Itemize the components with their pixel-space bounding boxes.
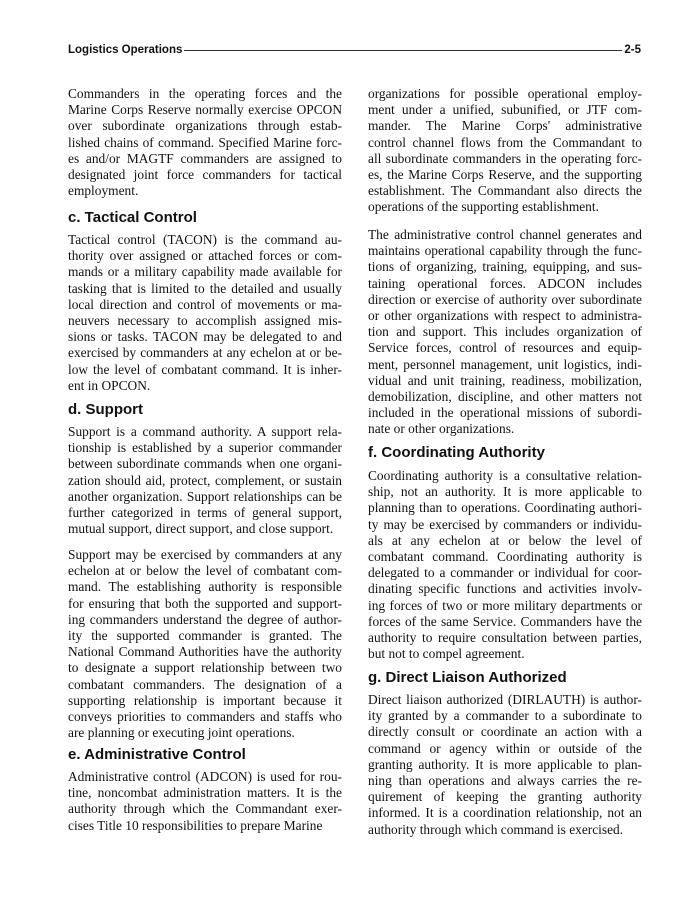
text-line: control channel flows from the Commandant to bbox=[368, 134, 642, 150]
paragraph bbox=[68, 424, 342, 537]
text-line: tionship is established by a superior commander bbox=[68, 440, 342, 456]
text-line: granting authority. It is more applicable to plan- bbox=[368, 756, 642, 772]
paragraph bbox=[368, 86, 642, 216]
text-line: taining operational forces. ADCON includes bbox=[368, 275, 642, 291]
text-line: es, the Marine Corps Reserve, and the supporting bbox=[368, 166, 642, 182]
text-line: but not to compel agreement. bbox=[368, 646, 525, 662]
section-heading-tactical-control: c. Tactical Control bbox=[68, 209, 197, 226]
text-line: es and/or MAGTF commanders are assigned to bbox=[68, 150, 342, 166]
text-line: local direction and control of movements or ma- bbox=[68, 296, 342, 312]
paragraph bbox=[68, 769, 342, 834]
text-line: Tactical control (TACON) is the command au- bbox=[68, 232, 342, 247]
text-line: another organization. Support relationships can be bbox=[68, 488, 342, 504]
section-heading-administrative-control: e. Administrative Control bbox=[68, 746, 246, 763]
text-line: Administrative control (ADCON) is used for rou- bbox=[68, 769, 342, 784]
text-line: operations of the supporting establishment. bbox=[368, 199, 599, 215]
text-line: nate or other organizations. bbox=[368, 421, 515, 437]
running-header bbox=[68, 42, 641, 58]
text-line: authority through which command is exercised. bbox=[368, 821, 624, 837]
text-line: Marine Corps Reserve normally exercise OPCON bbox=[68, 102, 342, 118]
text-line: to designate a support relationship between two bbox=[68, 660, 342, 676]
page-number: 2-5 bbox=[624, 44, 641, 56]
paragraph bbox=[368, 468, 642, 662]
text-line: echelon at or below the level of combatant com- bbox=[68, 563, 342, 579]
text-line: tine, noncombat administration matters. It is the bbox=[68, 785, 342, 801]
text-line: are planning or executing joint operations. bbox=[68, 725, 295, 741]
text-line: ing forces of two or more military departments or bbox=[368, 597, 642, 613]
text-line: Service forces, control of resources and equip- bbox=[368, 340, 642, 356]
text-line: low the level of combatant command. It is inher- bbox=[68, 361, 342, 377]
text-line: exercised by commanders at any echelon at or be- bbox=[68, 345, 342, 361]
text-line: ship, not an authority. It is more applicable to bbox=[368, 484, 642, 500]
text-line: employment. bbox=[68, 183, 139, 199]
text-line: or other organizations with respect to administra- bbox=[368, 307, 642, 323]
section-heading-support: d. Support bbox=[68, 401, 143, 418]
text-line: combatant command. Coordinating authority is bbox=[368, 548, 642, 564]
text-line: all subordinate commanders in the operating forc- bbox=[368, 150, 642, 166]
text-line: demobilization, discipline, and other matters not bbox=[368, 388, 642, 404]
text-line: directly consult or coordinate an action with a bbox=[368, 724, 642, 740]
text-line: dinating specific functions and activities involv- bbox=[368, 581, 642, 597]
text-line: ity granted by a commander to a subordinate to bbox=[368, 708, 642, 724]
text-line: authority to require consultation between parties, bbox=[368, 629, 642, 645]
text-line: neuvers necessary to accomplish assigned mis- bbox=[68, 312, 342, 328]
text-line: quirement of keeping the granting authority bbox=[368, 789, 642, 805]
paragraph bbox=[68, 547, 342, 741]
text-line: between subordinate commands when one organi- bbox=[68, 456, 342, 472]
text-line: ment under a unified, subunified, or JTF com- bbox=[368, 102, 642, 118]
paragraph bbox=[368, 227, 642, 437]
text-line: mand. The establishing authority is responsible bbox=[68, 579, 342, 595]
text-line: ty may be exercised by commanders or individu- bbox=[368, 516, 642, 532]
text-line: zation should aid, protect, complement, or sustain bbox=[68, 472, 342, 488]
text-line: The administrative control channel generates and bbox=[368, 227, 642, 242]
paragraph bbox=[368, 692, 642, 838]
text-line: combatant commanders. The designation of a bbox=[68, 676, 342, 692]
text-line: authority through which the Commandant exer- bbox=[68, 801, 342, 817]
text-line: direction or exercise of authority over subordinate bbox=[368, 291, 642, 307]
text-line: ning than operations and always carries the re- bbox=[368, 772, 642, 788]
text-line: organizations for possible operational employ- bbox=[368, 86, 642, 101]
text-line: Direct liaison authorized (DIRLAUTH) is author- bbox=[368, 692, 642, 707]
text-line: mander. The Marine Corps' administrative bbox=[368, 118, 642, 134]
section-heading-direct-liaison: g. Direct Liaison Authorized bbox=[368, 669, 567, 686]
text-line: cises Title 10 responsibilities to prepare Marine bbox=[68, 817, 323, 833]
text-line: informed. It is a coordination relationship, not an bbox=[368, 805, 642, 821]
text-line: further categorized in terms of general support, bbox=[68, 504, 342, 520]
text-line: for ensuring that both the supported and support- bbox=[68, 595, 342, 611]
header-rule bbox=[184, 50, 622, 51]
text-line: vidual and unit training, readiness, mobilization, bbox=[368, 372, 642, 388]
text-line: establishment. The Commandant also directs the bbox=[368, 183, 642, 199]
paragraph bbox=[68, 86, 342, 199]
text-line: forces of the same Service. Commanders have the bbox=[368, 613, 642, 629]
text-line: ent in OPCON. bbox=[68, 377, 151, 393]
text-line: conveys priorities to commanders and staffs who bbox=[68, 708, 342, 724]
text-line: tions of organizing, training, equipping, and sus- bbox=[368, 259, 642, 275]
text-line: als at any echelon at or below the level of bbox=[368, 532, 642, 548]
text-line: sions or tasks. TACON may be delegated to and bbox=[68, 329, 342, 345]
text-line: mands or a military capability made available for bbox=[68, 264, 342, 280]
text-line: supporting relationship is important because it bbox=[68, 692, 342, 708]
section-heading-coordinating-authority: f. Coordinating Authority bbox=[368, 444, 545, 461]
header-title: Logistics Operations bbox=[68, 44, 183, 56]
text-line: delegated to a commander or individual for coor- bbox=[368, 565, 642, 581]
text-line: National Command Authorities have the authority bbox=[68, 644, 342, 660]
text-line: tion and support. This includes organization of bbox=[368, 324, 642, 340]
text-line: maintains operational capability through the func- bbox=[368, 243, 642, 259]
text-line: ing commanders understand the degree of author- bbox=[68, 611, 342, 627]
text-line: tasking that is limited to the detailed and usually bbox=[68, 280, 342, 296]
text-line: designated joint force commanders for tactical bbox=[68, 166, 342, 182]
text-line: ment, personnel management, unit logistics, indi- bbox=[368, 356, 642, 372]
text-line: lished chains of command. Specified Marine forc- bbox=[68, 134, 342, 150]
text-line: ity the supported commander is granted. The bbox=[68, 627, 342, 643]
text-line: included in the operational missions of subordi- bbox=[368, 405, 642, 421]
text-line: Coordinating authority is a consultative relation- bbox=[368, 468, 642, 483]
text-line: over subordinate organizations through estab- bbox=[68, 118, 342, 134]
text-line: mutual support, direct support, and close support. bbox=[68, 521, 334, 537]
text-line: Support is a command authority. A support rela- bbox=[68, 424, 342, 439]
text-line: Support may be exercised by commanders at any bbox=[68, 547, 342, 562]
paragraph bbox=[68, 232, 342, 394]
text-line: Commanders in the operating forces and the bbox=[68, 86, 342, 101]
text-line: thority over assigned or attached forces or com- bbox=[68, 248, 342, 264]
text-line: planning than to operations. Coordinating authori- bbox=[368, 500, 642, 516]
text-line: command or agency within or outside of the bbox=[368, 740, 642, 756]
